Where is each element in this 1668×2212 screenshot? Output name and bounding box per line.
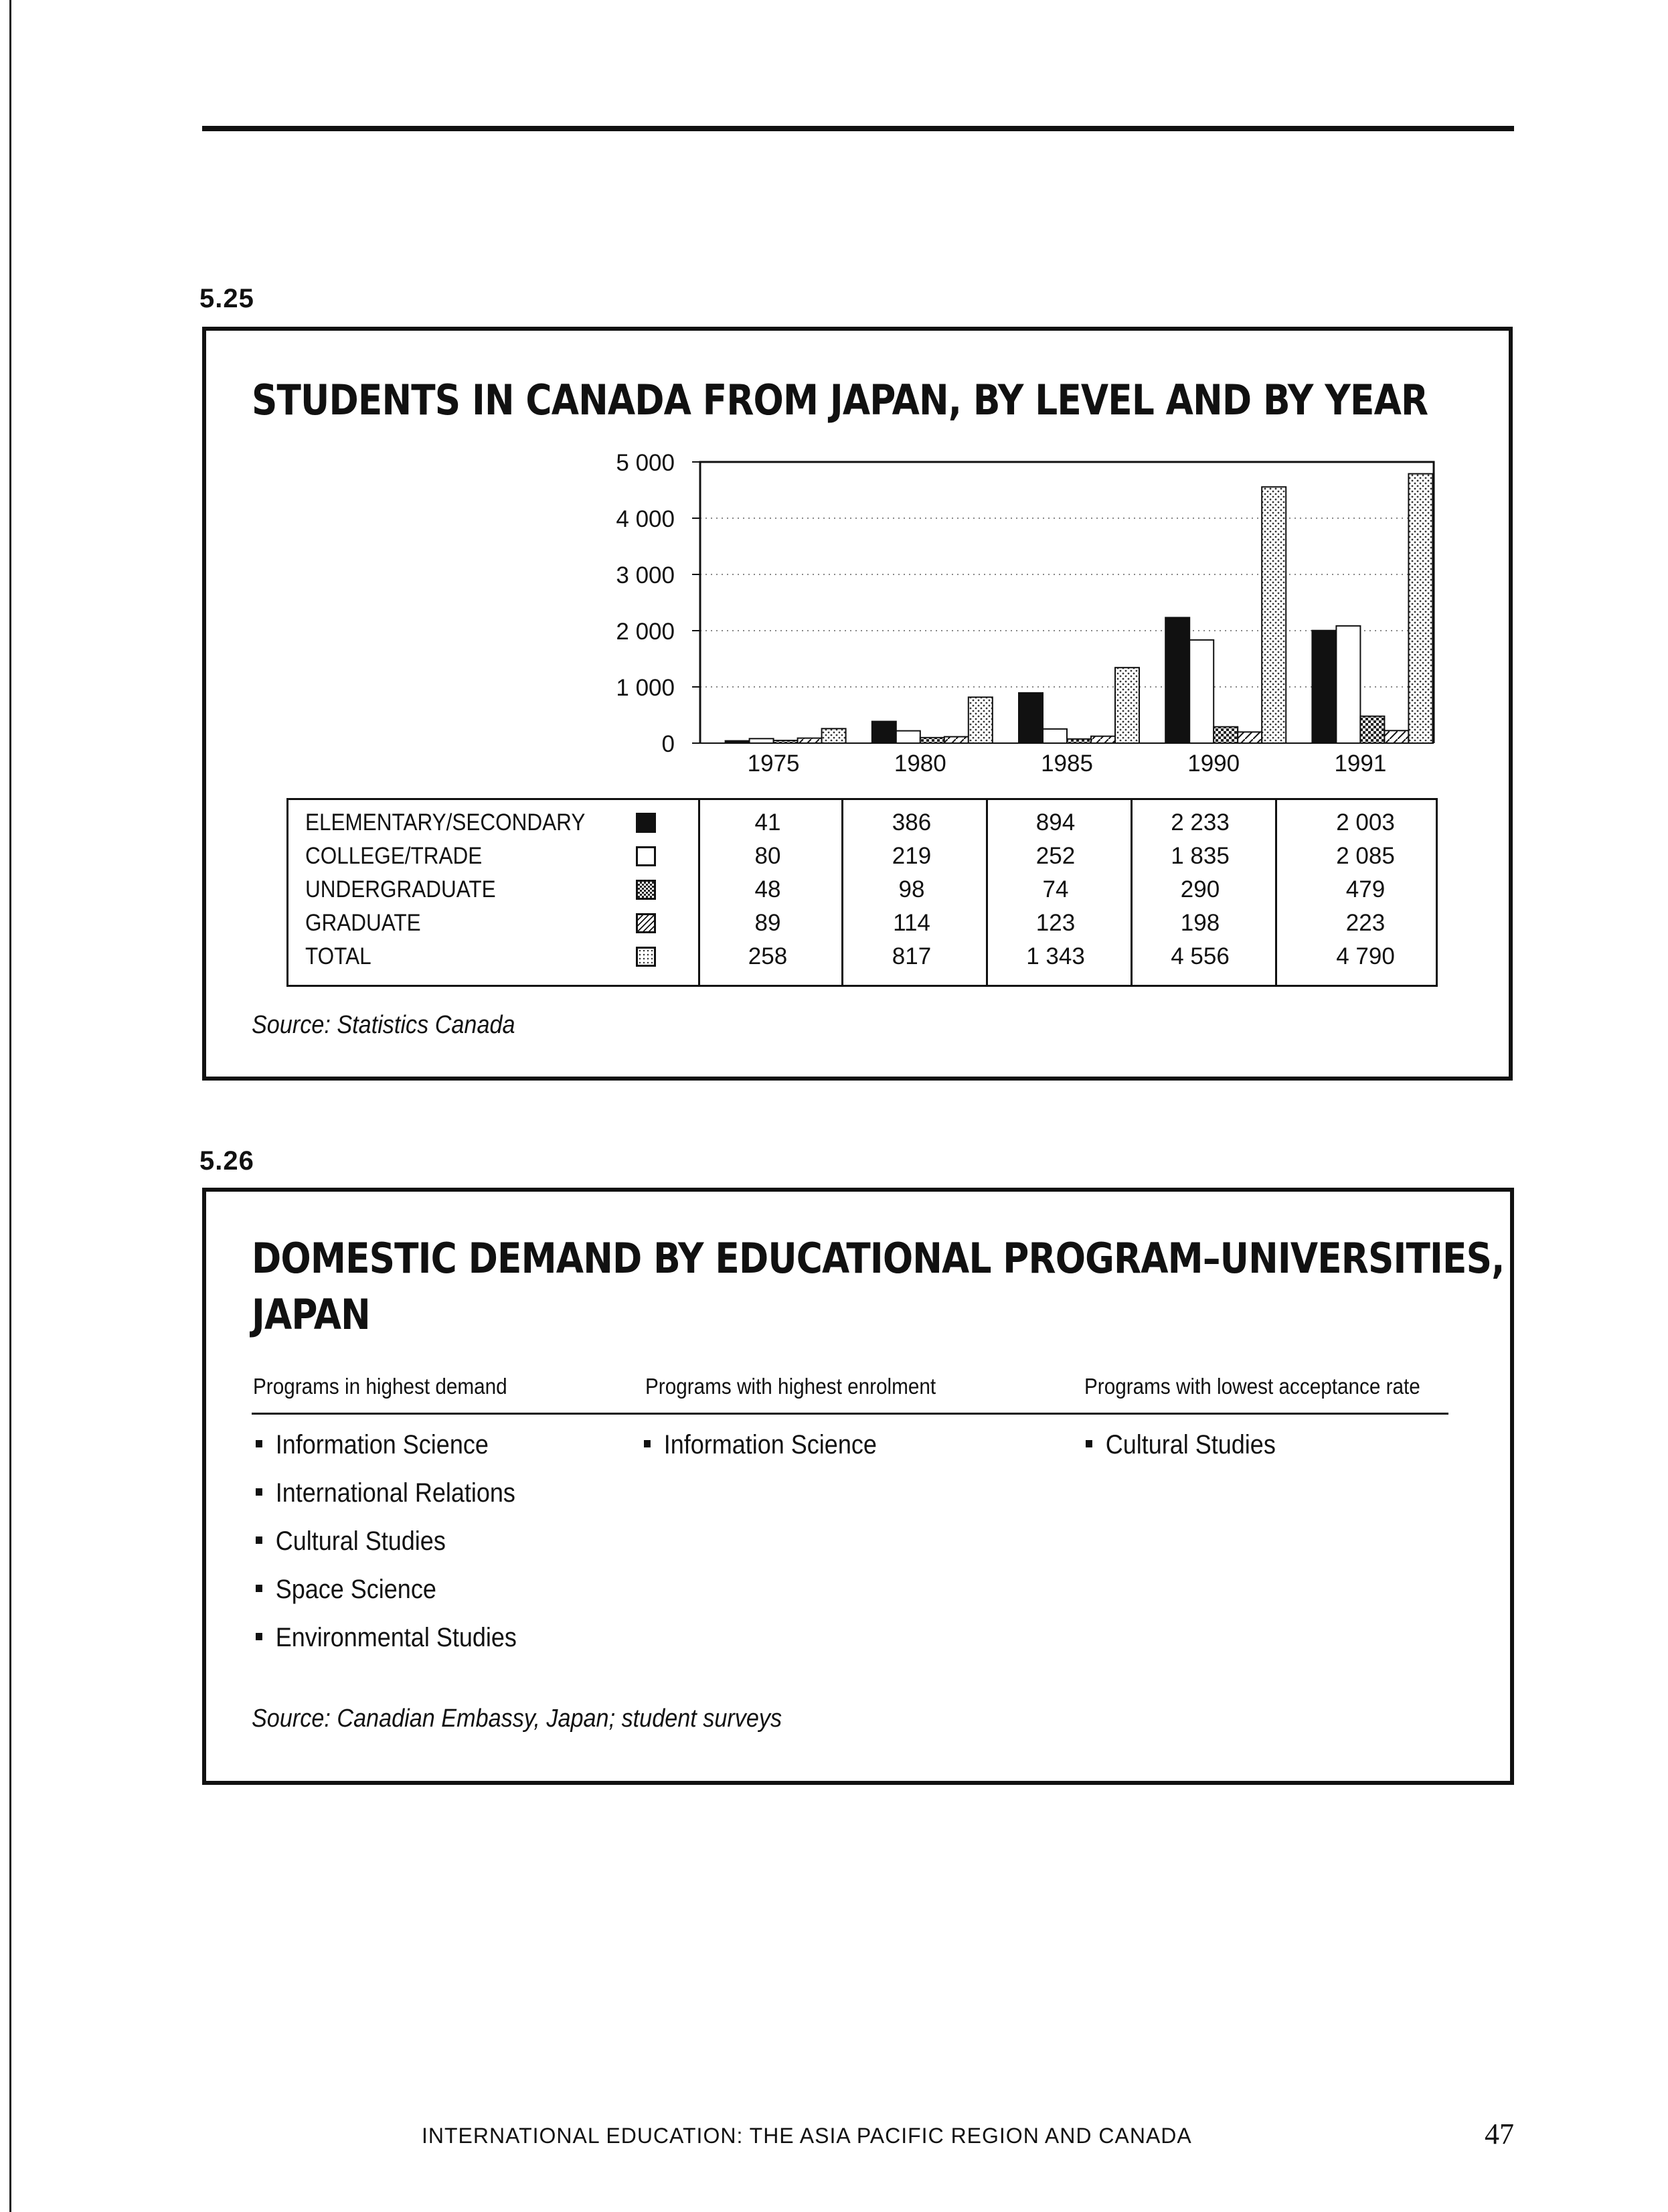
column-heading-highest-enrolment: Programs with highest enrolment [645, 1374, 936, 1399]
program-list-item [256, 1526, 446, 1557]
program-list-item [1086, 1430, 1276, 1460]
table-cell: 74 [1042, 876, 1069, 902]
program-name: Cultural Studies [1105, 1430, 1276, 1459]
table-cell: 123 [1035, 910, 1076, 936]
table-cell: 1 835 [1171, 843, 1230, 869]
y-tick-label: 5 000 [616, 450, 675, 476]
bar-undergraduate-1991 [1360, 716, 1384, 743]
x-tick-label: 1991 [1334, 750, 1387, 777]
bar-graduate-1990 [1238, 732, 1262, 743]
table-cell: 1 343 [1026, 943, 1085, 969]
column-heading-rule [252, 1413, 1448, 1415]
bar-total-1990 [1262, 487, 1286, 743]
table-row-label: GRADUATE [305, 910, 421, 936]
bar-college-trade-1990 [1189, 640, 1214, 743]
program-name: Information Science [275, 1430, 489, 1459]
table-cell: 479 [1345, 876, 1386, 902]
bar-elementary-secondary-1990 [1165, 617, 1189, 743]
bar-elementary-secondary-1991 [1312, 631, 1336, 743]
program-list-item [256, 1575, 436, 1605]
bullet-icon [256, 1488, 262, 1496]
bullet-icon [256, 1633, 262, 1640]
y-tick-label: 0 [661, 731, 675, 757]
bar-undergraduate-1985 [1067, 739, 1091, 743]
bar-undergraduate-1980 [920, 738, 944, 743]
chart-bars [726, 474, 1433, 743]
bar-total-1980 [969, 697, 993, 743]
table-cell: 41 [754, 809, 781, 836]
bar-total-1975 [822, 728, 846, 743]
program-list-item [644, 1430, 877, 1460]
legend-swatch-icon [636, 846, 656, 866]
figure-5-26-source: Source: Canadian Embassy, Japan; student surveys [252, 1705, 782, 1733]
program-name: International Relations [275, 1478, 515, 1508]
table-row-label: TOTAL [305, 943, 371, 969]
table-cell: 2 085 [1336, 843, 1395, 869]
table-cell: 4 556 [1171, 943, 1230, 969]
bullet-icon [256, 1536, 262, 1544]
program-list-item [256, 1478, 515, 1508]
table-row-label: ELEMENTARY/SECONDARY [305, 809, 586, 836]
bullet-icon [256, 1585, 262, 1592]
x-tick-label: 1975 [747, 750, 800, 777]
table-cell: 223 [1345, 910, 1386, 936]
table-row-label: COLLEGE/TRADE [305, 843, 483, 869]
legend-swatch-icon [636, 913, 656, 933]
table-cell: 4 790 [1336, 943, 1395, 969]
table-cell: 2 003 [1336, 809, 1395, 836]
bar-graduate-1991 [1384, 730, 1408, 743]
program-name: Environmental Studies [275, 1623, 517, 1652]
program-list-item [256, 1430, 489, 1460]
column-heading-highest-demand: Programs in highest demand [253, 1374, 507, 1399]
page-number: 47 [1485, 2118, 1514, 2150]
table-cell: 98 [898, 876, 925, 902]
table-cell: 80 [754, 843, 781, 869]
bar-graduate-1985 [1091, 736, 1115, 743]
bar-elementary-secondary-1985 [1019, 693, 1043, 743]
legend-swatch-icon [636, 813, 656, 833]
x-tick-label: 1980 [894, 750, 946, 777]
bar-elementary-secondary-1975 [726, 741, 750, 743]
x-tick-label: 1990 [1187, 750, 1240, 777]
legend-swatch-icon [636, 947, 656, 967]
column-heading-lowest-acceptance: Programs with lowest acceptance rate [1084, 1374, 1420, 1399]
figure-5-25-title: STUDENTS IN CANADA FROM JAPAN, BY LEVEL AND BY YEAR [252, 376, 1428, 424]
table-cell: 114 [893, 910, 930, 936]
program-list-item [256, 1623, 517, 1653]
legend-swatch-icon [636, 880, 656, 900]
y-tick-label: 1 000 [616, 675, 675, 701]
table-cell: 89 [754, 910, 781, 936]
table-cell: 894 [1035, 809, 1076, 836]
table-cell: 817 [892, 943, 932, 969]
x-tick-label: 1985 [1041, 750, 1093, 777]
program-name: Cultural Studies [275, 1526, 446, 1556]
bar-college-trade-1991 [1336, 626, 1360, 743]
table-cell: 48 [754, 876, 781, 902]
bullet-icon [644, 1440, 651, 1447]
table-row-label: UNDERGRADUATE [305, 876, 496, 902]
y-tick-label: 2 000 [616, 619, 675, 645]
table-cell: 252 [1035, 843, 1076, 869]
bar-graduate-1980 [944, 736, 969, 743]
table-cell: 290 [1180, 876, 1220, 902]
bullet-icon [256, 1440, 262, 1447]
bar-college-trade-1985 [1043, 729, 1067, 743]
figure-number-5-25: 5.25 [199, 284, 254, 313]
figure-5-26-title-line1: DOMESTIC DEMAND BY EDUCATIONAL PROGRAM–UNIVERSITIES, [252, 1234, 1505, 1283]
y-tick-label: 3 000 [616, 562, 675, 588]
bar-elementary-secondary-1980 [872, 722, 896, 743]
bar-undergraduate-1975 [774, 740, 798, 743]
bar-total-1985 [1115, 667, 1139, 743]
bar-college-trade-1980 [896, 731, 920, 743]
program-name: Information Science [663, 1430, 877, 1459]
bullet-icon [1086, 1440, 1092, 1447]
bar-undergraduate-1990 [1214, 727, 1238, 743]
figure-number-5-26: 5.26 [199, 1146, 254, 1176]
table-cell: 258 [748, 943, 788, 969]
figure-5-25-source: Source: Statistics Canada [252, 1011, 515, 1039]
bar-graduate-1975 [798, 738, 822, 743]
table-cell: 219 [892, 843, 932, 869]
y-tick-label: 4 000 [616, 506, 675, 532]
table-cell: 386 [892, 809, 932, 836]
bar-total-1991 [1408, 474, 1432, 743]
page-footer: INTERNATIONAL EDUCATION: THE ASIA PACIFIC REGION AND CANADA [422, 2124, 1192, 2148]
table-cell: 2 233 [1171, 809, 1230, 836]
figure-5-26-title-line2: JAPAN [252, 1290, 370, 1339]
bar-college-trade-1975 [750, 738, 774, 743]
table-cell: 198 [1180, 910, 1220, 936]
program-name: Space Science [275, 1575, 436, 1604]
